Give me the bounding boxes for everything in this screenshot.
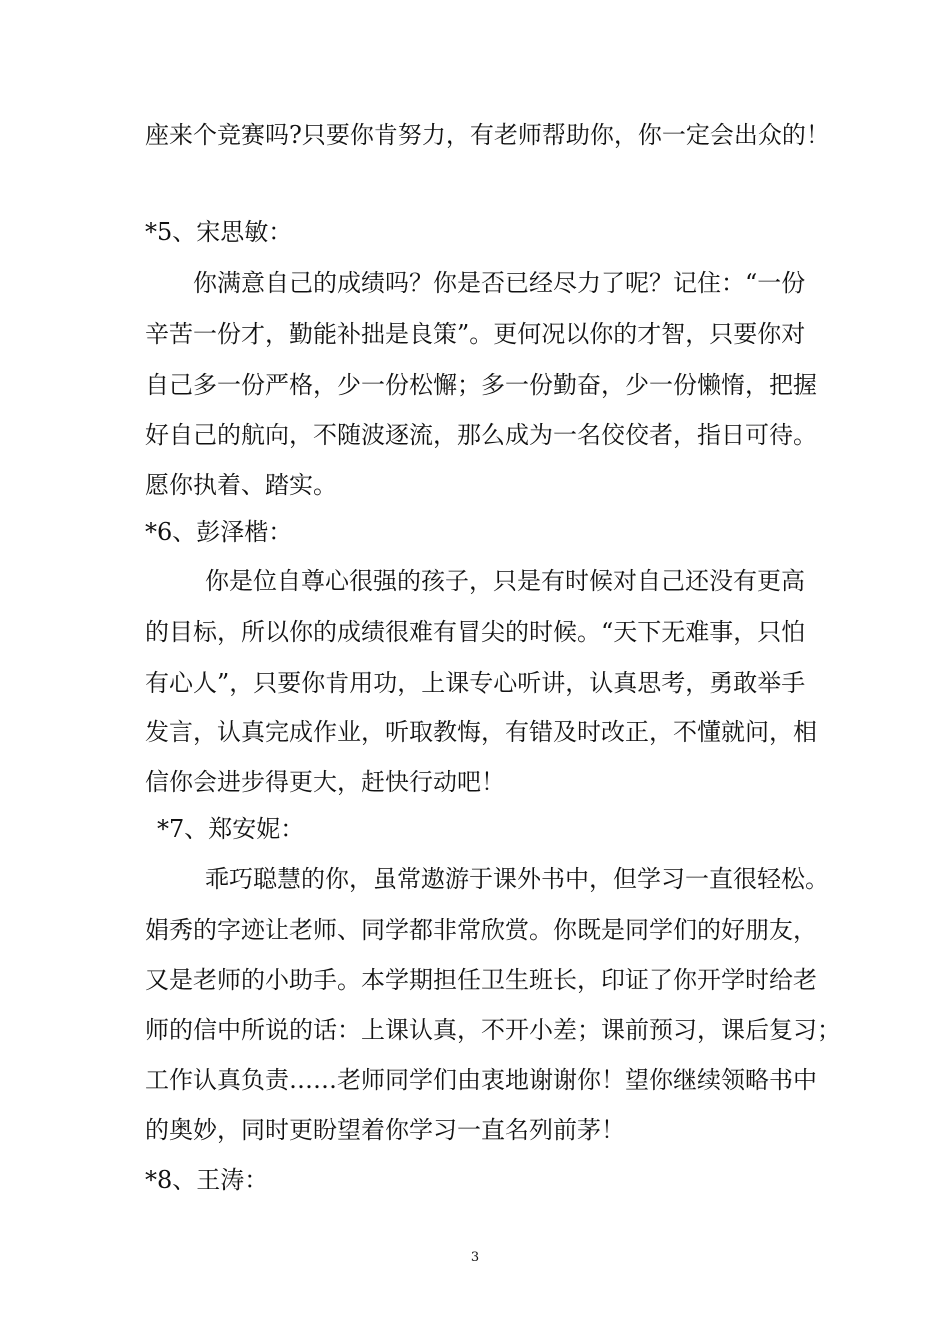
paragraph-line: 好自己的航向，不随波逐流，那么成为一名佼佼者，指日可待。 xyxy=(145,421,817,449)
paragraph-line: 你满意自己的成绩吗？你是否已经尽力了呢？记住：“一份 xyxy=(193,269,806,297)
section-heading: *7、郑安妮： xyxy=(157,815,305,843)
paragraph-line: 娟秀的字迹让老师、同学都非常欣赏。你既是同学们的好朋友， xyxy=(145,916,817,944)
paragraph-line: 有心人”，只要你肯用功，上课专心听讲，认真思考，勇敢举手 xyxy=(145,669,806,697)
page-number: 3 xyxy=(470,1250,480,1265)
paragraph-line: 自己多一份严格，少一份松懈；多一份勤奋，少一份懒惰，把握 xyxy=(145,371,817,399)
paragraph-line: 工作认真负责……老师同学们由衷地谢谢你！望你继续领略书中 xyxy=(145,1066,817,1094)
paragraph-line: 又是老师的小助手。本学期担任卫生班长，印证了你开学时给老 xyxy=(145,966,817,994)
paragraph-line: 信你会进步得更大，赶快行动吧！ xyxy=(145,768,505,796)
section-heading: *6、彭泽楷： xyxy=(145,518,293,546)
paragraph-line: 愿你执着、踏实。 xyxy=(145,471,337,499)
paragraph-line: 的目标，所以你的成绩很难有冒尖的时候。“天下无难事，只怕 xyxy=(145,618,806,646)
paragraph-line: 座来个竞赛吗?只要你肯努力，有老师帮助你，你一定会出众的！ xyxy=(145,121,830,149)
paragraph-line: 乖巧聪慧的你，虽常遨游于课外书中，但学习一直很轻松。 xyxy=(205,865,829,893)
paragraph-line: 辛苦一份才，勤能补拙是良策”。更何况以你的才智，只要你对 xyxy=(145,320,806,348)
section-heading: *8、王涛： xyxy=(145,1166,269,1194)
paragraph-line: 你是位自尊心很强的孩子，只是有时候对自己还没有更高 xyxy=(205,567,805,595)
paragraph-line: 师的信中所说的话：上课认真，不开小差；课前预习，课后复习； xyxy=(145,1016,841,1044)
paragraph-line: 的奥妙，同时更盼望着你学习一直名列前茅！ xyxy=(145,1116,625,1144)
section-heading: *5、宋思敏： xyxy=(145,218,293,246)
paragraph-line: 发言，认真完成作业，听取教悔，有错及时改正，不懂就问，相 xyxy=(145,718,817,746)
